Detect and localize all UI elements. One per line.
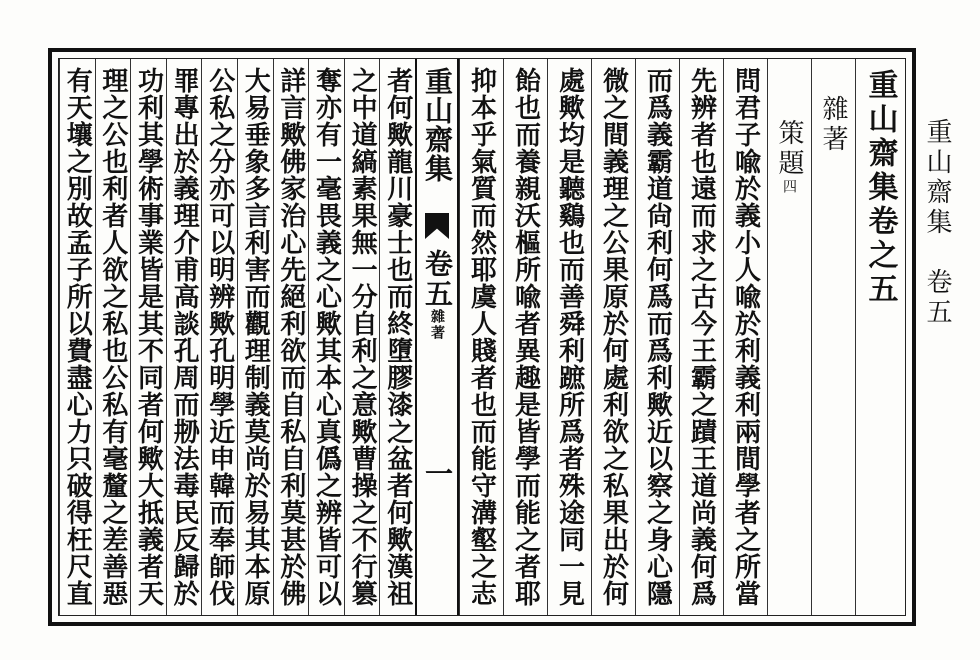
center-fold [415,59,459,615]
subsection-heading [771,119,808,197]
text-column [635,59,679,615]
text-column [59,59,95,615]
fold-genre: 雜著 [429,309,445,341]
fold-volume-label: 卷五 [421,249,454,309]
text-column-content: 先辨者也遠而求之古今王霸之蹟王道尚義何爲 [686,67,717,607]
header-title-column [855,59,903,615]
text-column [503,59,547,615]
text-column-content: 理之公也利者人欲之私也公私有毫釐之差善惡 [97,67,128,607]
fold-book-title: 重山齋集 [421,67,454,183]
text-column-content: 功利其學術事業皆是其不同者何歟大抵義者天 [133,67,164,607]
text-column-content: 微之間義理之公果原於何處利欲之私果出於何 [598,67,629,607]
fold-volume [417,249,457,341]
page-frame-inner [58,58,906,616]
text-column [308,59,344,615]
text-column [547,59,591,615]
fish-tail-mark [425,213,449,239]
page-frame [48,48,916,626]
text-column-content: 者何歟龍川豪士也而終墮膠漆之盆者何歟漢祖 [382,67,413,607]
text-column-content: 而爲義霸道尙利何爲而爲利歟近以察之身心隱 [642,67,673,607]
text-column-content: 問君子喩於義小人喩於利義利兩間學者之所當 [730,67,761,607]
text-column-content: 有天壤之別故孟子所以費盡心力只破得枉尺直 [62,67,93,607]
margin-book-title: 重山齋集 卷五 [922,118,952,328]
text-column [166,59,202,615]
subsection-number: 四 [781,179,797,197]
header-subsection-column [767,59,811,615]
text-column-content: 飴也而養親沃樞所喩者異趣是皆學而能之者耶 [510,67,541,607]
text-column [723,59,767,615]
text-column-content: 罪專出於義理介甫高談孔周而刱法毒民反歸於 [169,67,200,607]
text-column [237,59,273,615]
text-column [679,59,723,615]
text-column-content: 奪亦有一毫畏義之心歟其本心真僞之辨皆可以 [311,67,342,607]
text-column-content: 抑本乎氣質而然耶虞人賤者也而能守溝壑之志 [466,67,497,607]
text-column [344,59,380,615]
text-column [591,59,635,615]
text-column [201,59,237,615]
text-column-content: 公私之分亦可以明辨歟孔明學近申韓而奉師伐 [204,67,235,607]
text-column-content: 詳言歟佛家治心先絕利欲而自私自利莫甚於佛 [275,67,306,607]
text-column-content: 處歟均是聽鷄也而善舜利蹠所爲者殊途同一見 [554,67,585,607]
book-title-heading: 重山齋集卷之五 [862,69,898,307]
text-column [95,59,131,615]
header-section-column [811,59,855,615]
section-heading: 雜著 [818,95,848,155]
text-column-content: 大易垂象多言利害而觀理制義莫尚於易其本原 [240,67,271,607]
text-column [459,59,503,615]
subsection-label: 策題 [774,119,804,179]
text-column [130,59,166,615]
fold-page-number: 一 [421,459,454,487]
text-column [273,59,309,615]
text-column [379,59,415,615]
text-column-content: 之中道縞素果無一分自利之意歟曹操之不行篡 [347,67,378,607]
